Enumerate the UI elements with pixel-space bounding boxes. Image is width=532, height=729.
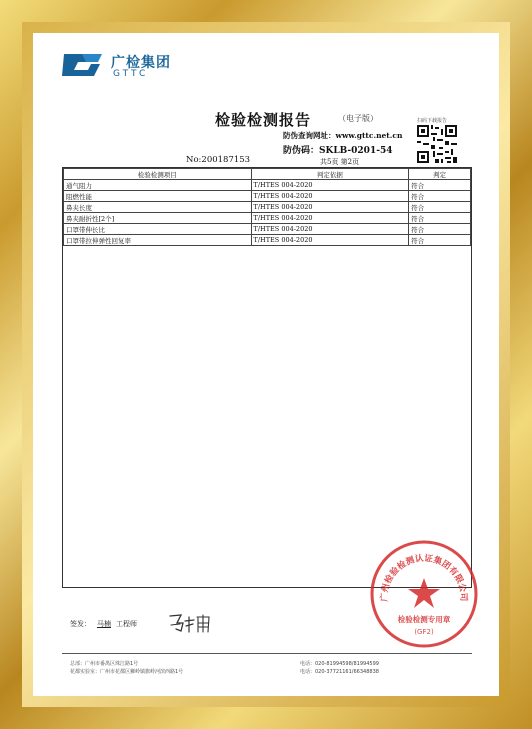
cell-item: 口罩带拉伸弹性回复率 [64,235,252,246]
signoff-name: 马楠 [97,620,111,628]
signoff-role: 工程师 [116,620,137,628]
company-name: 广检集团 [111,55,171,71]
report-title: 检验检测报告 [215,111,312,129]
company-name-en: GTTC [113,69,149,79]
cell-verdict: 符合 [409,213,471,224]
header-verdict: 判定 [409,169,471,180]
table-header-row [64,169,471,180]
table-row [64,213,471,224]
table-row [64,235,471,246]
cell-verdict: 符合 [409,180,471,191]
cell-item: 鼻夹耐折性[2个] [64,213,252,224]
cell-verdict: 符合 [409,202,471,213]
seal-center-text: 检验检测专用章 [397,615,451,624]
footer-phone-hq: 电话：020-81994598/81994599 [300,661,379,667]
cell-basis: T/HTES 004-2020 [251,191,409,202]
header-basis: 判定依据 [251,169,409,180]
table-row [64,180,471,191]
cell-verdict: 符合 [409,235,471,246]
handwritten-signature [167,611,213,635]
footer-address-hq: 总部：广州市番禺区珠江路1号 [70,661,139,667]
qr-caption: 扫码下载报告 [417,118,448,124]
report-subtitle: （电子版） [338,114,378,123]
footer-phone-lab: 电话：020-37721161/66348838 [300,669,379,675]
cell-item: 通气阻力 [64,180,252,191]
results-table [62,167,472,588]
cell-item: 口罩带伸长比 [64,224,252,235]
seal-code: (GF2) [414,628,434,636]
header-item: 检验检测项目 [64,169,252,180]
cell-verdict: 符合 [409,191,471,202]
gttc-logo-icon [58,50,104,80]
cell-verdict: 符合 [409,224,471,235]
official-seal-icon [368,538,480,650]
cell-basis: T/HTES 004-2020 [251,202,409,213]
anti-counterfeit-code: 防伪码：SKLB-0201-54 [283,146,393,156]
footer-address-lab: 花都实验室：广州市花都区狮岭镇旗岭河滨西路1号 [70,669,184,675]
signoff-label: 签发： [70,620,91,628]
page-indicator: 共5页 第2页 [320,158,360,166]
report-number: No:200187153 [186,155,251,165]
certificate-page [33,33,499,696]
cell-basis: T/HTES 004-2020 [251,224,409,235]
table-row [64,191,471,202]
qr-code-icon [417,125,457,163]
cell-item: 鼻夹长度 [64,202,252,213]
table-row [64,224,471,235]
cell-item: 阻燃性能 [64,191,252,202]
cell-basis: T/HTES 004-2020 [251,180,409,191]
footer-divider [62,653,472,654]
verify-url: 防伪查询网址：www.gttc.net.cn [283,131,403,140]
table-row [64,202,471,213]
seal-ring-text: 广州检验检测认证集团有限公司 [379,553,469,602]
cell-basis: T/HTES 004-2020 [251,213,409,224]
cell-basis: T/HTES 004-2020 [251,235,409,246]
